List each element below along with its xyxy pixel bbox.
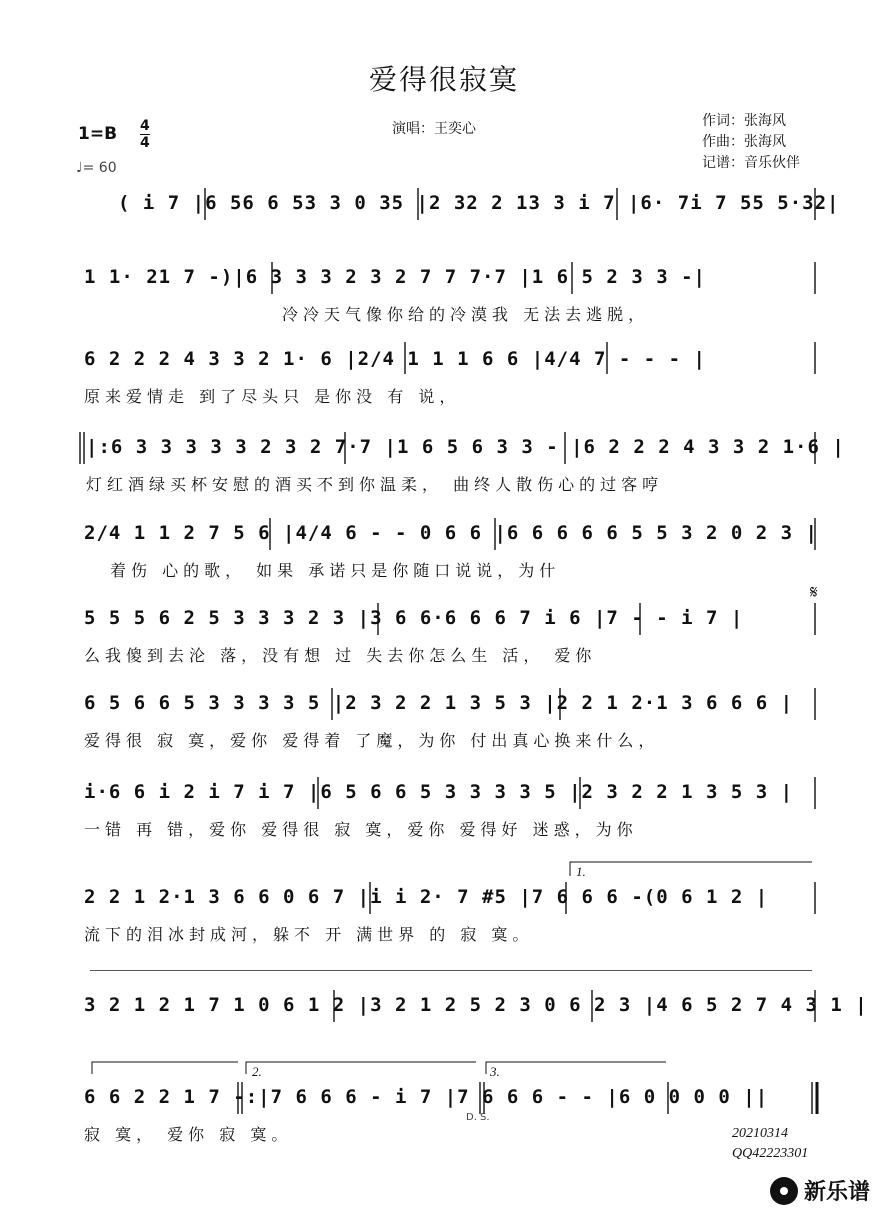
- lyric-row-4: 灯红酒绿买杯安慰的酒买不到你温柔， 曲终人散伤心的过客哼: [86, 475, 664, 494]
- notation-row-10: 3 2 1 2 1 7 1 0 6 1 2 |3 2 1 2 5 2 3 0 6 2 3 |4 6 5 2 7 4 3 1 |: [84, 994, 868, 1016]
- composer-credit: 作曲：张海风: [702, 134, 786, 150]
- footer-qq: QQ42223301: [732, 1146, 809, 1161]
- quarter-note-icon: ♩: [76, 160, 83, 176]
- lyric-row-8: 一错 再 错，爱你 爱得很 寂 寞，爱你 爱得好 迷惑，为你: [84, 820, 638, 839]
- time-signature-denominator: 4: [140, 135, 150, 151]
- notation-row-3: 6 2 2 2 4 3 3 2 1· 6 |2/4 1 1 1 6 6 |4/4 7 - - - |: [84, 348, 706, 370]
- lyric-row-2: 冷冷天气像你给的冷漠我 无法去逃脱，: [282, 305, 650, 324]
- tempo-value: = 60: [82, 160, 117, 176]
- time-signature-numerator: 4: [140, 118, 150, 134]
- notation-row-4: |:6 3 3 3 3 3 2 3 2 7·7 |1 6 5 6 3 3 - |6 2 2 2 4 3 3 2 1·6 |: [86, 436, 845, 458]
- volta-1-label: 1.: [576, 864, 586, 879]
- notation-row-6: 5 5 5 6 2 5 3 3 3 2 3 |3 6 6·6 6 6 7 i 6 |7 - - i 7 |: [84, 607, 744, 629]
- notation-row-11: 6 6 2 2 1 7 -:|7 6 6 6 - i 7 |7 6 6 6 - - |6 0 0 0 0 ||: [84, 1086, 769, 1108]
- site-logo: [770, 1175, 870, 1206]
- singer-credit: 演唱：王奕心: [392, 121, 476, 137]
- site-logo-text: 新乐谱: [803, 1180, 870, 1205]
- lyric-row-5: 着伤 心的歌， 如果 承诺只是你随口说说，为什: [110, 561, 561, 580]
- notation-row-1: ( i 7 |6 56 6 53 3 0 35 |2 32 2 13 3 i 7 |6· 7i 7 55 5·32|: [118, 192, 840, 214]
- notation-row-2: 1 1· 21 7 -)|6 3 3 3 2 3 2 7 7 7·7 |1 6 5 2 3 3 -|: [84, 266, 706, 288]
- notation-row-5: 2/4 1 1 2 7 5 6 |4/4 6 - - 0 6 6 |6 6 6 6 6 5 5 3 2 0 2 3 |: [84, 522, 818, 544]
- notation-row-7: 6 5 6 6 5 3 3 3 3 5 |2 3 2 2 1 3 5 3 |2 2 1 2·1 3 6 6 6 |: [84, 692, 794, 714]
- footer-date: 20210314: [732, 1126, 788, 1141]
- section-divider: [90, 970, 812, 971]
- lyric-row-6: 么我傻到去沦 落，没有想 过 失去你怎么生 活， 爱你: [84, 646, 597, 665]
- notation-row-8: i·6 6 i 2 i 7 i 7 |6 5 6 6 5 3 3 3 3 5 |2 3 2 2 1 3 5 3 |: [84, 781, 794, 803]
- lyric-row-11: 寂 寞， 爱你 寂 寞。: [84, 1125, 293, 1144]
- volta-2-label: 2.: [252, 1064, 262, 1079]
- notation-row-9: 2 2 1 2·1 3 6 6 0 6 7 |i i 2· 7 #5 |7 6 6 6 -(0 6 1 2 |: [84, 886, 769, 908]
- segno-icon: 𝄋: [810, 582, 818, 603]
- vinyl-record-icon: [770, 1177, 798, 1205]
- song-title: 爱得很寂寞: [368, 63, 519, 96]
- lyric-row-7: 爱得很 寂 寞，爱你 爱得着 了魔，为你 付出真心换来什么，: [84, 731, 660, 750]
- lyricist-credit: 作词：张海风: [702, 113, 786, 129]
- transcriber-credit: 记谱：音乐伙伴: [702, 155, 800, 171]
- lyric-row-9: 流下的泪冰封成河，躲不 开 满世界 的 寂 寞。: [84, 925, 534, 944]
- dal-segno-marking: D. S.: [466, 1112, 490, 1123]
- volta-3-label: 3.: [490, 1064, 500, 1079]
- key-signature: 1=B: [78, 124, 118, 144]
- lyric-row-3: 原来爱情走 到了尽头只 是你没 有 说，: [84, 387, 461, 406]
